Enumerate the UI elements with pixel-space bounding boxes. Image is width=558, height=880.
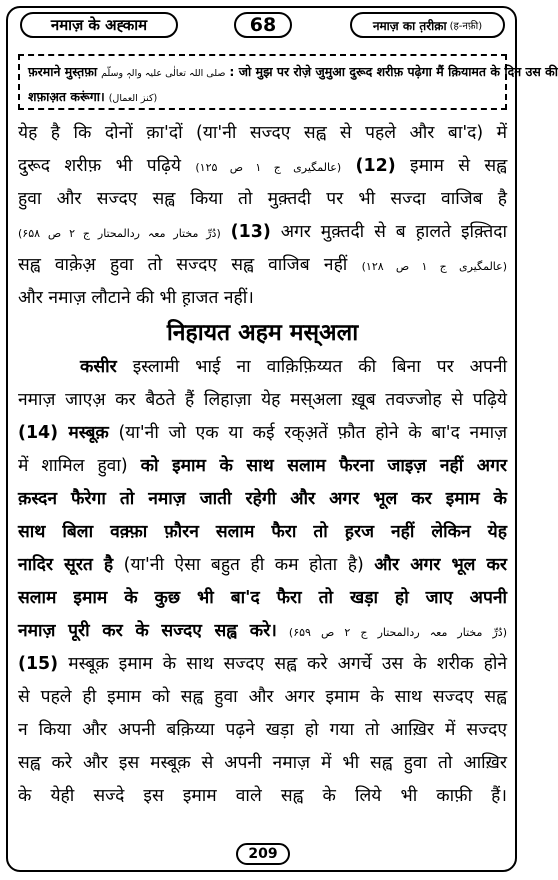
header-chapter-title — [350, 12, 505, 38]
footer-page-number-text: 209 — [248, 846, 278, 862]
hadith-text: : जो मुझ पर रोज़े जुमुआ दुरूद शरीफ़ पढ़ेगा मैं क़ियामत के दिन उस की — [229, 64, 558, 79]
text-line: सह्व करे और इस मस्बूक़ से अपनी नमाज़ में भी सह्व हुवा तो आख़िर — [18, 753, 507, 773]
ruling-number: (12) — [355, 156, 396, 176]
hadith-source: (کنز العمال) — [108, 93, 158, 104]
text-line: से पहले ही इमाम को सह्व हुवा और अगर इमाम के साथ सज्दए सह्व — [18, 687, 507, 707]
header-book-title — [20, 12, 178, 38]
hadith-salutation: صلی اللہ تعالٰی علیہ والہٖ وسلّم — [101, 68, 226, 79]
hadith-box — [18, 54, 558, 110]
reference-citation: (دُرِّ مختار معہ ردالمحتار ج ۲ ص ۶۵۸) — [18, 227, 221, 240]
ruling-number: (13) — [230, 222, 271, 242]
text-line: (14) मस्बूक़ (या'नी जो एक या कई रक्अ़तें फ़ौत होने के बा'द नमाज़ — [18, 423, 507, 443]
text-line: नमाज़ जाएअ़ कर बैठते हैं लिहाज़ा येह मस्अला ख़ूब तवज्जोह से पढ़िये — [18, 390, 507, 410]
header-book-title-text: नमाज़ के अह्काम — [50, 16, 148, 34]
hadith-text-continued: शफ़ाअ़त करूंगा। — [28, 89, 105, 104]
text-line: सलाम इमाम के कुछ भी बा'द फैरा तो खड़ा हो जाए अपनी — [18, 588, 507, 608]
header-page-number-text: 68 — [249, 14, 277, 36]
main-text — [18, 117, 507, 813]
ruling-number: (14) मस्बूक़ — [18, 423, 109, 443]
text-line: साथ बिला वक़्फ़ा फ़ौरन सलाम फैरा तो ह़रज नहीं लेकिन येह — [18, 522, 507, 542]
section-heading: निहायत अहम मस्अला — [166, 320, 359, 346]
reference-citation: (عالمگیری ج ۱ ص ۱۲۵) — [195, 161, 342, 174]
reference-citation: (دُرِّ مختار معہ ردالمحتار ج ۲ ص ۶۵۹) — [288, 626, 507, 639]
text-line: सह्व वाक़ेअ़ हुवा तो सज्दए सह्व वाजिब नहीं (عالمگیری ج ۱ ص ۱۲۸) — [18, 255, 507, 275]
reference-citation: (عالمگیری ج ۱ ص ۱۲۸) — [361, 260, 507, 273]
ruling-number: (15) — [18, 654, 59, 674]
text-line: (دُرِّ مختار معہ ردالمحتار ج ۲ ص ۶۵۸) (13) अगर मुक़्तदी से ब ह़ालते इक़्तिदा — [18, 222, 507, 242]
text-line: दुरूद शरीफ़ भी पढ़िये (عالمگیری ج ۱ ص ۱۲۵) (12) इमाम से सह्व — [18, 156, 508, 176]
header-page-number — [234, 12, 292, 38]
text-line: क़स्दन फैरेगा तो नमाज़ जाती रहेगी और अगर भूल कर इमाम के — [18, 489, 507, 509]
header-chapter-title-text: नमाज़ का त़रीक़ा — [372, 18, 447, 33]
text-line: और नमाज़ लौटाने की भी ह़ाजत नहीं। — [18, 288, 254, 308]
text-line: येह है कि दोनों क़ा'दों (या'नी सज्दए सह्व से पहले और बा'द) में — [18, 123, 507, 143]
text-line: हुवा और सज्दए सह्व किया तो मुक़्तदी पर भी सज्दा वाजिब है — [18, 189, 507, 209]
text-line: (15) मस्बूक़ इमाम के साथ सज्दए सह्व करे अगर्चे उस के शरीक होने — [18, 654, 507, 674]
text-line: कसीर इस्लामी भाई ना वाक़िफ़िय्यत की बिना पर अपनी — [80, 357, 507, 377]
hadith-label: फ़रमाने मुस्त़फ़ा — [28, 64, 98, 79]
text-line: के येही सज्दे इस इमाम वाले सह्व के लिये भी काफ़ी हैं। — [18, 786, 507, 806]
text-line: नमाज़ पूरी कर के सज्दए सह्व करे। (دُرِّ مختار معہ ردالمحتار ج ۲ ص ۶۵۹) — [18, 621, 507, 641]
header-chapter-subtitle: (ह-नफ़ी) — [449, 21, 483, 32]
text-line: नादिर सूरत है (या'नी ऐसा बहुत ही कम होता है) और अगर भूल कर — [18, 555, 507, 575]
footer-page-number — [236, 843, 290, 865]
text-line: न किया और अपनी बक़िय्या पढ़ने खड़ा हो गया तो आख़िर में सज्दए — [18, 720, 507, 740]
text-line: में शामिल हुवा) को इमाम के साथ सलाम फैरना जाइज़ नहीं अगर — [18, 456, 507, 476]
